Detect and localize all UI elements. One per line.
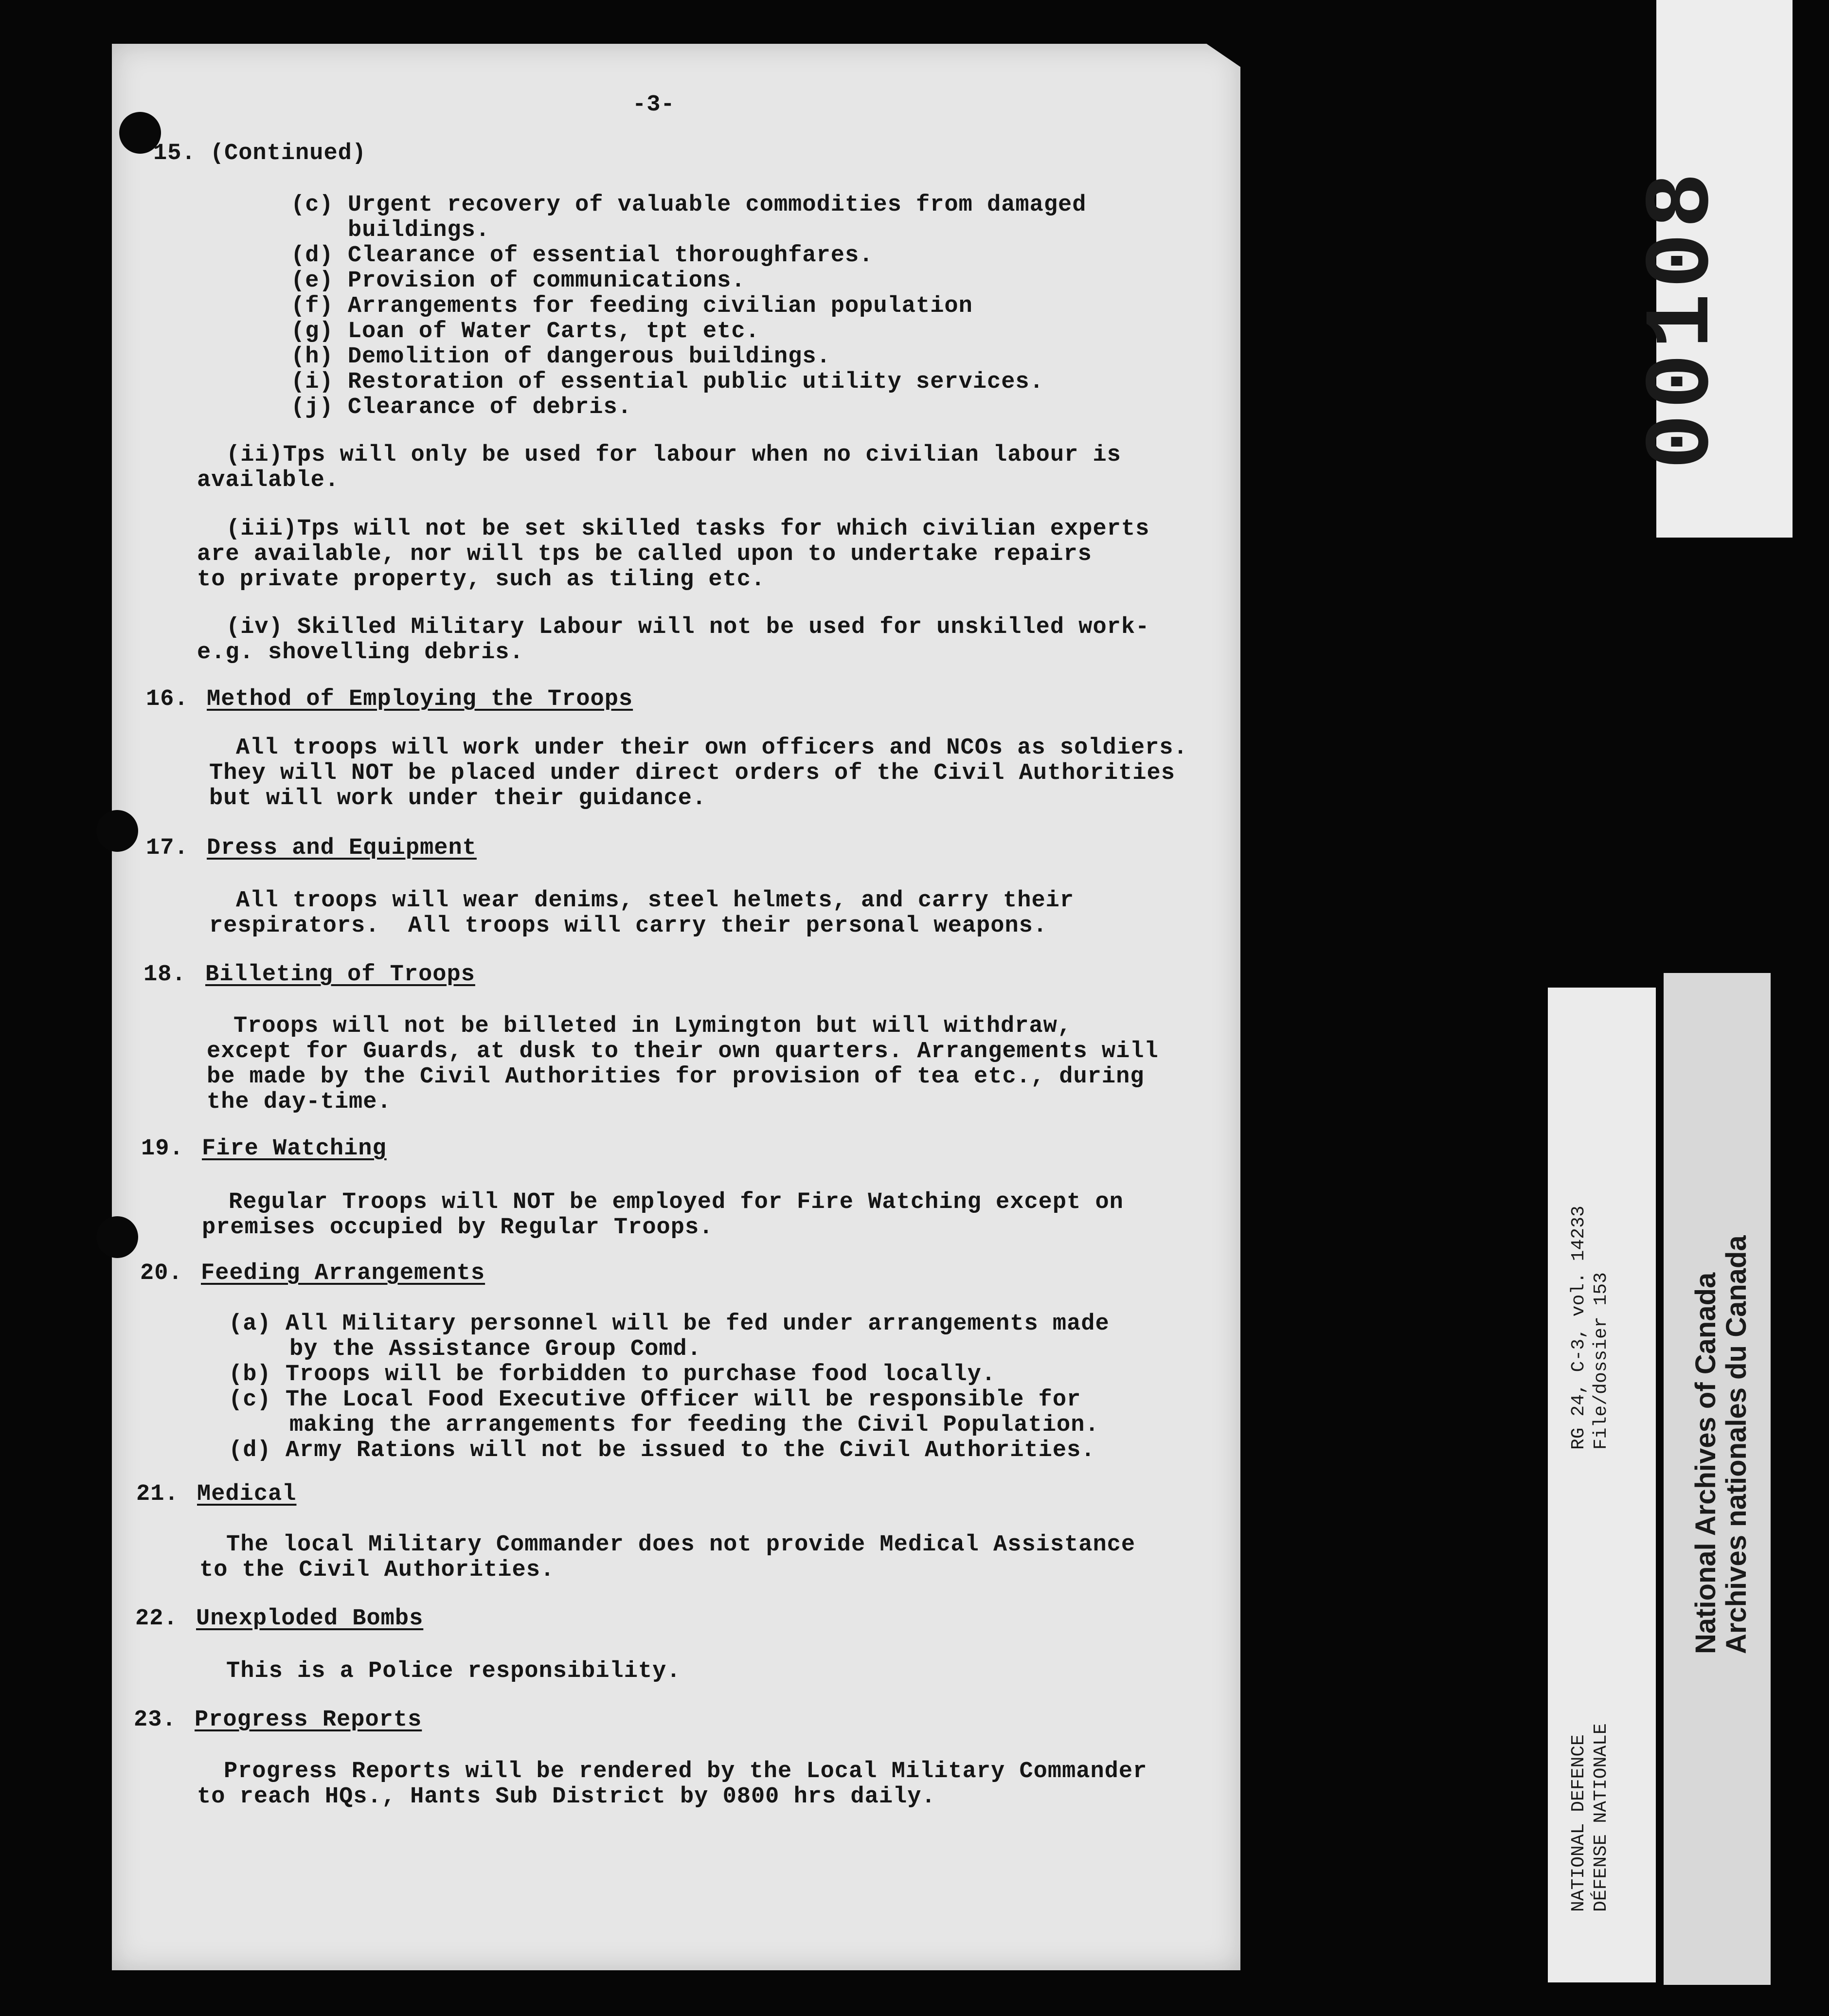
list-item: (b) Troops will be forbidden to purchase food locally. [229, 1362, 996, 1387]
section-title: Medical [197, 1481, 297, 1507]
reference-line: RG 24, C-3, vol. 14233 [1568, 1206, 1589, 1450]
section-number: 21. [136, 1481, 179, 1507]
archive-name-line: Archives nationales du Canada [1721, 1235, 1752, 1654]
section-title: Method of Employing the Troops [207, 686, 633, 712]
list-item: (h) Demolition of dangerous buildings. [291, 344, 831, 370]
paragraph-line: to reach HQs., Hants Sub District by 0800 hrs daily. [197, 1784, 936, 1810]
section-number: 20. [140, 1260, 183, 1286]
list-item: (g) Loan of Water Carts, tpt etc. [291, 319, 760, 344]
list-item: (d) Army Rations will not be issued to the Civil Authorities. [229, 1438, 1095, 1463]
list-item: (f) Arrangements for feeding civilian population [291, 293, 973, 319]
list-item: (d) Clearance of essential thoroughfares. [291, 243, 874, 269]
list-item: making the arrangements for feeding the Civil Population. [289, 1412, 1099, 1438]
svg-text:00108: 00108 [1631, 167, 1736, 469]
list-item: (e) Provision of communications. [291, 268, 746, 294]
paragraph-line: be made by the Civil Authorities for provision of tea etc., during [207, 1064, 1145, 1090]
paragraph-line: (iii)Tps will not be set skilled tasks for which civilian experts [226, 516, 1150, 542]
paragraph-line: premises occupied by Regular Troops. [202, 1215, 714, 1241]
paragraph-line: Progress Reports will be rendered by the Local Military Commander [224, 1759, 1148, 1784]
paragraph-line: All troops will wear denims, steel helmets, and carry their [236, 888, 1075, 914]
paragraph-line: except for Guards, at dusk to their own quarters. Arrangements will [207, 1039, 1159, 1064]
paragraph-line: They will NOT be placed under direct orders of the Civil Authorities [209, 760, 1175, 786]
section-15-heading: 15. (Continued) [153, 141, 367, 166]
section-title: Progress Reports [195, 1707, 422, 1733]
paragraph-line: are available, nor will tps be called upon to undertake repairs [197, 541, 1092, 567]
section-title: Unexploded Bombs [196, 1606, 424, 1632]
paragraph-line: respirators. All troops will carry their personal weapons. [209, 913, 1048, 939]
paragraph-line: (ii)Tps will only be used for labour when no civilian labour is [226, 442, 1121, 468]
list-item: buildings. [348, 217, 490, 243]
department-line: DÉFENSE NATIONALE [1591, 1723, 1612, 1912]
list-item: (i) Restoration of essential public utility services. [291, 369, 1044, 395]
section-title: Billeting of Troops [205, 962, 475, 988]
section-number: 23. [134, 1707, 177, 1733]
section-number: 22. [135, 1606, 178, 1632]
paragraph-line: (iv) Skilled Military Labour will not be used for unskilled work- [226, 614, 1150, 640]
paragraph-line: The local Military Commander does not provide Medical Assistance [226, 1532, 1136, 1558]
section-title: Feeding Arrangements [201, 1260, 485, 1286]
paragraph-line: All troops will work under their own officers and NCOs as soldiers. [236, 735, 1188, 761]
list-item: (a) All Military personnel will be fed under arrangements made [229, 1311, 1110, 1337]
list-item: (j) Clearance of debris. [291, 395, 632, 420]
section-number: 18. [143, 962, 186, 988]
archive-name-line: National Archives of Canada [1690, 1272, 1721, 1654]
paragraph-line: This is a Police responsibility. [226, 1658, 681, 1684]
frame-number [1631, 46, 1766, 474]
section-number: 19. [141, 1136, 184, 1162]
section-title: Fire Watching [202, 1136, 387, 1162]
paragraph-line: Regular Troops will NOT be employed for Fire Watching except on [229, 1189, 1124, 1215]
paragraph-line: to private property, such as tiling etc. [197, 567, 766, 593]
paragraph-line: to the Civil Authorities. [199, 1557, 555, 1583]
list-item: by the Assistance Group Comd. [289, 1336, 701, 1362]
paragraph-line: Troops will not be billeted in Lymington but will withdraw, [233, 1013, 1072, 1039]
section-title: Dress and Equipment [207, 835, 477, 861]
reference-line: File/dossier 153 [1591, 1272, 1612, 1450]
archive-strip [1664, 973, 1771, 1985]
list-item: (c) Urgent recovery of valuable commodities from damaged [291, 192, 1087, 218]
paragraph-line: but will work under their guidance. [209, 786, 707, 811]
department-line: NATIONAL DEFENCE [1568, 1734, 1589, 1912]
paragraph-line: available. [197, 468, 340, 493]
paragraph-line: the day-time. [207, 1089, 392, 1115]
page-number: -3- [632, 92, 675, 118]
section-number: 16. [146, 686, 189, 712]
paragraph-line: e.g. shovelling debris. [197, 640, 524, 666]
list-item: (c) The Local Food Executive Officer will be responsible for [229, 1387, 1081, 1413]
section-number: 17. [146, 835, 189, 861]
reference-strip [1548, 988, 1656, 1982]
